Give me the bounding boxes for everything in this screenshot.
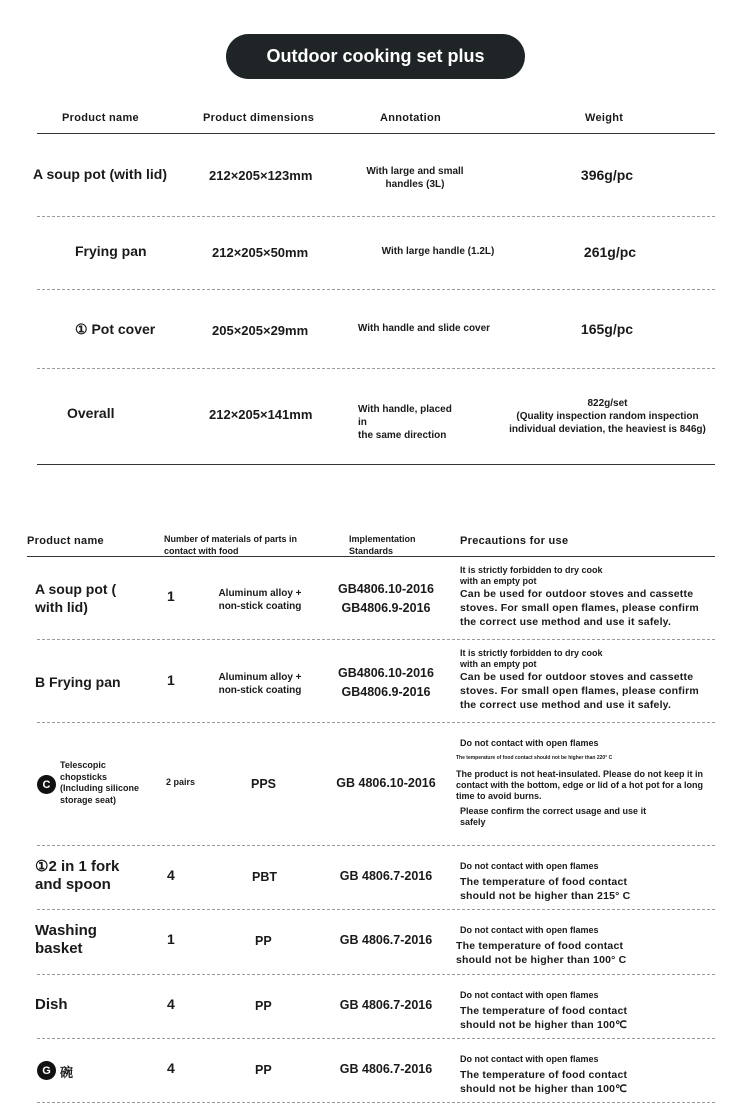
material: PP <box>255 1063 272 1077</box>
standard-line: GB4806.10-2016 <box>338 666 434 680</box>
product-dimensions: 205×205×29mm <box>212 323 309 338</box>
product-name: Dish <box>35 996 68 1013</box>
material: PP <box>255 999 272 1013</box>
precaution-line: Do not contact with open flames <box>460 738 599 748</box>
annotation: With large handle (1.2L) <box>381 246 495 257</box>
product-name: ① Pot cover <box>75 321 156 337</box>
row-divider <box>37 216 715 217</box>
header-line: Number of materials of parts in <box>164 534 298 544</box>
name-line: basket <box>35 940 83 957</box>
precautions <box>460 565 730 629</box>
precaution-line: It is strictly forbidden to dry cook <box>460 565 603 575</box>
annotation <box>340 165 490 191</box>
row-divider <box>37 289 715 290</box>
row-divider <box>37 722 715 723</box>
header-product-name: Product name <box>27 535 104 547</box>
precaution-line: the correct use method and use it safely. <box>460 616 672 628</box>
annotation <box>358 403 458 442</box>
annotation-line: With large and small <box>366 166 464 177</box>
standard: GB 4806.7-2016 <box>339 869 433 883</box>
name-line: Telescopic <box>60 760 106 770</box>
precaution-block <box>456 806 731 828</box>
header-standards <box>349 533 416 557</box>
row-divider <box>37 368 715 369</box>
header-weight: Weight <box>585 112 624 124</box>
header-product-dimensions: Product dimensions <box>203 112 315 124</box>
material: PP <box>255 934 272 948</box>
precaution-line: The product is not heat-insulated. Please do not keep it in <box>456 769 704 779</box>
precaution-line: Can be used for outdoor stoves and cassette <box>460 588 694 600</box>
precaution-line: Can be used for outdoor stoves and cassette <box>460 671 694 683</box>
name-line: and spoon <box>35 876 111 893</box>
precautions <box>456 925 721 967</box>
precaution-line: The temperature of food contact <box>460 876 628 888</box>
header-annotation: Annotation <box>380 112 442 124</box>
header-precautions: Precautions for use <box>460 535 569 547</box>
product-name <box>35 858 119 894</box>
name-line: chopsticks <box>60 771 108 782</box>
material-count: 4 <box>167 867 175 883</box>
precautions <box>460 990 720 1032</box>
weight: 396g/pc <box>580 167 634 183</box>
product-name <box>60 760 139 806</box>
precaution-line: Please confirm the correct usage and use it <box>460 806 647 816</box>
product-name <box>35 922 97 958</box>
standard: GB 4806.7-2016 <box>339 1062 433 1076</box>
standard-line: GB4806.9-2016 <box>341 685 431 699</box>
precautions <box>460 861 720 903</box>
precaution-line: time to avoid burns. <box>456 791 542 801</box>
product-name: A soup pot (with lid) <box>33 166 168 182</box>
header-material-count <box>164 533 297 557</box>
precaution-line: The temperature of food contact <box>456 940 624 952</box>
weight: 261g/pc <box>583 244 637 260</box>
material-count: 4 <box>167 1060 175 1076</box>
weight-note: individual deviation, the heaviest is 846g) <box>509 424 706 435</box>
row-divider <box>37 909 715 910</box>
weight-note: (Quality inspection random inspection <box>516 411 699 422</box>
precaution-line: Do not contact with open flames <box>460 1054 599 1064</box>
material-line: Aluminum alloy + <box>218 588 302 599</box>
letter-c-badge-icon: C <box>37 775 56 794</box>
material <box>205 587 315 613</box>
letter-g-badge-icon: G <box>37 1061 56 1080</box>
header-rule <box>37 133 715 134</box>
precaution-line: should not be higher than 100° C <box>456 954 627 966</box>
product-dimensions: 212×205×141mm <box>209 407 313 422</box>
product-name: 碗 <box>60 1065 74 1080</box>
precaution-line: contact with the bottom, edge or lid of a hot pot for a long <box>456 780 703 790</box>
row-divider <box>37 639 715 640</box>
product-name: Frying pan <box>75 243 147 259</box>
precaution-line: Do not contact with open flames <box>460 990 599 1000</box>
name-line: A soup pot ( <box>35 581 117 597</box>
header-rule <box>27 556 715 557</box>
name-line: Washing <box>35 922 97 939</box>
precaution-line: should not be higher than 100℃ <box>460 1083 628 1095</box>
material: PBT <box>252 870 277 884</box>
precaution-line: Do not contact with open flames <box>460 861 599 871</box>
material: PPS <box>251 777 277 791</box>
row-divider <box>37 974 715 975</box>
product-name <box>35 580 116 616</box>
precaution-line: The temperature of food contact <box>460 1005 628 1017</box>
precautions <box>460 1054 720 1096</box>
page-title: Outdoor cooking set plus <box>226 34 525 79</box>
material-count: 1 <box>167 931 175 947</box>
standard-line: GB4806.10-2016 <box>338 582 434 596</box>
weight: 165g/pc <box>580 321 634 337</box>
material-count: 2 pairs <box>166 777 196 787</box>
product-dimensions: 212×205×50mm <box>212 245 309 260</box>
standard <box>331 580 441 618</box>
precaution-line: with an empty pot <box>460 576 537 586</box>
material-count: 1 <box>167 672 175 688</box>
name-line: (Including silicone <box>60 783 140 793</box>
precaution-line: should not be higher than 215° C <box>460 890 631 902</box>
material-count: 4 <box>167 996 175 1012</box>
weight <box>490 397 725 436</box>
standard: GB 4806.10-2016 <box>336 776 436 790</box>
header-product-name: Product name <box>62 112 139 124</box>
standard: GB 4806.7-2016 <box>339 998 433 1012</box>
material-line: Aluminum alloy + <box>218 672 302 683</box>
product-dimensions: 212×205×123mm <box>209 168 313 183</box>
product-name: B Frying pan <box>35 674 121 690</box>
precaution-line: the correct use method and use it safely. <box>460 699 672 711</box>
row-divider <box>37 1038 715 1039</box>
precaution-line: The temperature of food contact should not be higher than 220° C <box>456 755 613 761</box>
row-divider <box>37 1102 715 1103</box>
header-line: Implementation <box>349 534 416 544</box>
standard <box>331 664 441 702</box>
annotation: With handle and slide cover <box>357 323 491 334</box>
product-name: Overall <box>67 405 115 421</box>
annotation-line: With handle, placed in <box>358 404 452 428</box>
header-line: contact with food <box>164 546 239 556</box>
name-line: ①2 in 1 fork <box>35 858 120 875</box>
material-line: non-stick coating <box>218 601 302 612</box>
weight-value: 822g/set <box>587 398 628 409</box>
precaution-block <box>456 769 731 802</box>
standard: GB 4806.7-2016 <box>339 933 433 947</box>
precautions <box>460 648 730 712</box>
header-line: Standards <box>349 546 394 556</box>
precaution-line: with an empty pot <box>460 659 537 669</box>
precaution-line: stoves. For small open flames, please confirm <box>460 685 699 697</box>
name-line: with lid) <box>35 599 88 615</box>
precaution-line: should not be higher than 100℃ <box>460 1019 628 1031</box>
precautions <box>456 738 731 828</box>
row-divider <box>37 845 715 846</box>
table-bottom-rule <box>37 464 715 465</box>
precaution-line: safely <box>460 817 486 827</box>
material-count: 1 <box>167 588 175 604</box>
standard-line: GB4806.9-2016 <box>341 601 431 615</box>
material <box>205 671 315 697</box>
name-line: storage seat) <box>60 794 117 805</box>
precaution-line: It is strictly forbidden to dry cook <box>460 648 603 658</box>
material-line: non-stick coating <box>218 685 302 696</box>
precaution-line: The temperature of food contact <box>460 1069 628 1081</box>
annotation-line: handles (3L) <box>385 179 445 190</box>
precaution-line: Do not contact with open flames <box>460 925 599 935</box>
precaution-line: stoves. For small open flames, please confirm <box>460 602 699 614</box>
annotation-line: the same direction <box>358 430 447 441</box>
